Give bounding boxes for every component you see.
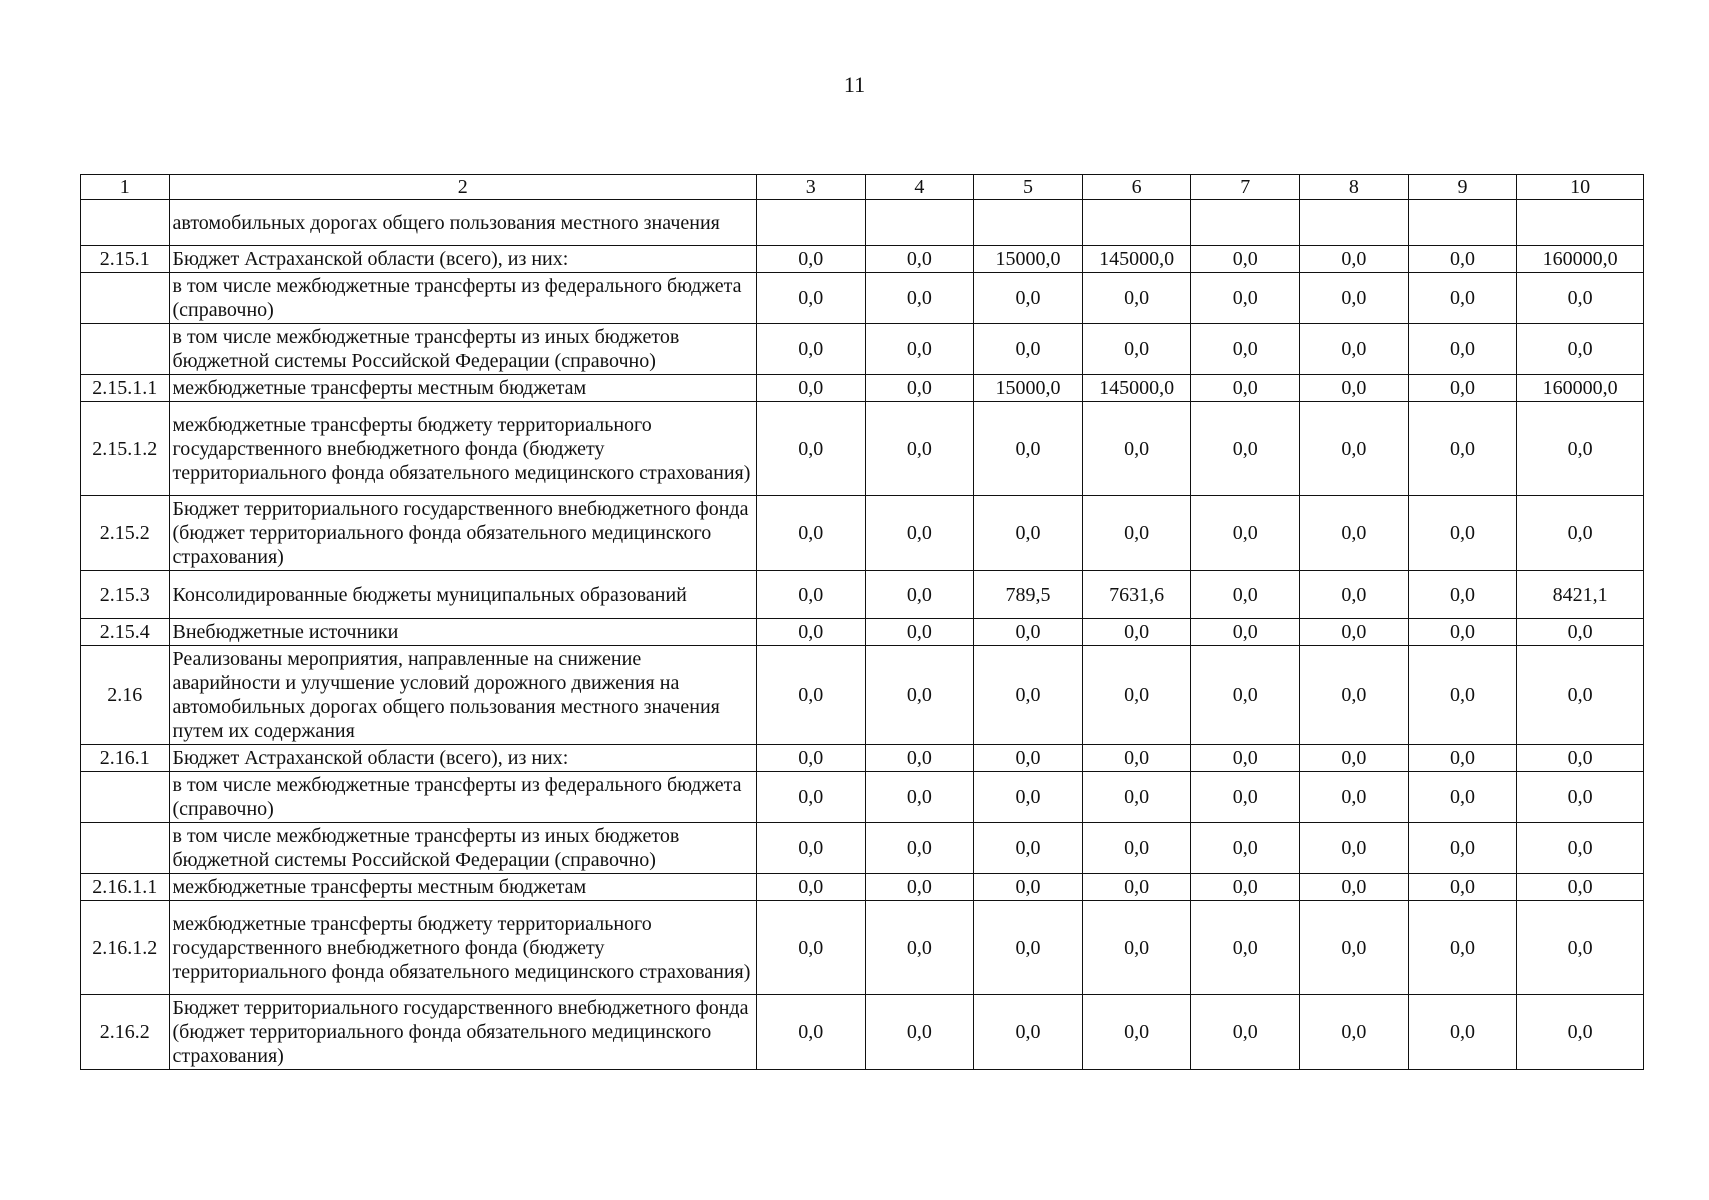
value-cell: 0,0 — [1408, 619, 1517, 646]
header-cell: 3 — [756, 175, 865, 200]
value-cell: 15000,0 — [974, 246, 1083, 273]
value-cell: 0,0 — [974, 995, 1083, 1070]
table-row — [81, 496, 1644, 571]
value-cell: 0,0 — [865, 402, 974, 496]
value-cell: 0,0 — [1300, 646, 1409, 745]
header-cell: 5 — [974, 175, 1083, 200]
row-number-cell: 2.15.4 — [81, 619, 170, 646]
value-cell: 0,0 — [1191, 646, 1300, 745]
row-description-cell: в том числе межбюджетные трансферты из иных бюджетов бюджетной системы Российской Федерации (справочно) — [169, 823, 756, 874]
value-cell: 0,0 — [756, 619, 865, 646]
value-cell: 0,0 — [1517, 324, 1644, 375]
value-cell: 15000,0 — [974, 375, 1083, 402]
value-cell: 0,0 — [1517, 273, 1644, 324]
row-number-cell — [81, 823, 170, 874]
value-cell: 0,0 — [1082, 619, 1191, 646]
value-cell: 0,0 — [1408, 571, 1517, 619]
value-cell: 160000,0 — [1517, 246, 1644, 273]
table-header-row — [81, 175, 1644, 200]
value-cell: 0,0 — [1191, 823, 1300, 874]
value-cell: 0,0 — [865, 745, 974, 772]
row-description-cell: Внебюджетные источники — [169, 619, 756, 646]
value-cell: 0,0 — [865, 772, 974, 823]
value-cell: 160000,0 — [1517, 375, 1644, 402]
header-cell: 9 — [1408, 175, 1517, 200]
value-cell: 0,0 — [1191, 619, 1300, 646]
value-cell: 0,0 — [1082, 874, 1191, 901]
value-cell: 0,0 — [974, 772, 1083, 823]
value-cell: 0,0 — [865, 619, 974, 646]
value-cell: 0,0 — [756, 901, 865, 995]
value-cell: 0,0 — [1408, 823, 1517, 874]
header-cell: 4 — [865, 175, 974, 200]
header-cell: 2 — [169, 175, 756, 200]
value-cell: 0,0 — [1300, 995, 1409, 1070]
value-cell: 0,0 — [1191, 324, 1300, 375]
value-cell: 0,0 — [1300, 745, 1409, 772]
table-row — [81, 246, 1644, 273]
row-description-cell: межбюджетные трансферты бюджету территориального государственного внебюджетного фонда (бюджету территориального фонда обязательного медицинского страхования) — [169, 901, 756, 995]
header-cell: 8 — [1300, 175, 1409, 200]
value-cell: 0,0 — [974, 745, 1083, 772]
table-row — [81, 646, 1644, 745]
table-row — [81, 995, 1644, 1070]
table-row — [81, 273, 1644, 324]
value-cell: 0,0 — [1300, 402, 1409, 496]
row-number-cell — [81, 200, 170, 246]
row-description-cell: в том числе межбюджетные трансферты из федерального бюджета (справочно) — [169, 273, 756, 324]
value-cell: 0,0 — [1082, 646, 1191, 745]
value-cell: 0,0 — [756, 402, 865, 496]
table-row — [81, 200, 1644, 246]
value-cell: 0,0 — [1517, 619, 1644, 646]
row-number-cell: 2.16.1.1 — [81, 874, 170, 901]
value-cell: 0,0 — [974, 646, 1083, 745]
value-cell: 0,0 — [865, 823, 974, 874]
value-cell: 0,0 — [1408, 375, 1517, 402]
value-cell: 0,0 — [1408, 246, 1517, 273]
row-description-cell: межбюджетные трансферты бюджету территориального государственного внебюджетного фонда (бюджету территориального фонда обязательного медицинского страхования) — [169, 402, 756, 496]
value-cell: 0,0 — [1191, 496, 1300, 571]
value-cell: 0,0 — [1300, 496, 1409, 571]
row-description-cell: Бюджет Астраханской области (всего), из них: — [169, 246, 756, 273]
value-cell: 0,0 — [974, 874, 1083, 901]
row-number-cell: 2.15.1.1 — [81, 375, 170, 402]
value-cell — [974, 200, 1083, 246]
value-cell — [1191, 200, 1300, 246]
value-cell: 0,0 — [1082, 402, 1191, 496]
table-row — [81, 324, 1644, 375]
value-cell: 8421,1 — [1517, 571, 1644, 619]
value-cell: 0,0 — [1300, 874, 1409, 901]
value-cell: 0,0 — [1191, 273, 1300, 324]
value-cell: 0,0 — [1191, 571, 1300, 619]
row-description-cell: в том числе межбюджетные трансферты из федерального бюджета (справочно) — [169, 772, 756, 823]
value-cell: 0,0 — [756, 874, 865, 901]
value-cell: 0,0 — [1191, 246, 1300, 273]
row-number-cell — [81, 273, 170, 324]
value-cell: 0,0 — [756, 375, 865, 402]
row-description-cell: Бюджет территориального государственного внебюджетного фонда (бюджет территориального фонда обязательного медицинского страхования) — [169, 496, 756, 571]
value-cell: 0,0 — [865, 571, 974, 619]
row-number-cell: 2.16.1.2 — [81, 901, 170, 995]
value-cell: 0,0 — [1517, 496, 1644, 571]
value-cell — [1408, 200, 1517, 246]
value-cell: 0,0 — [1517, 874, 1644, 901]
value-cell: 0,0 — [1408, 402, 1517, 496]
value-cell: 0,0 — [1191, 772, 1300, 823]
value-cell: 0,0 — [974, 823, 1083, 874]
table-row — [81, 571, 1644, 619]
table-row — [81, 823, 1644, 874]
value-cell: 0,0 — [1082, 273, 1191, 324]
row-description-cell: Бюджет территориального государственного внебюджетного фонда (бюджет территориального фонда обязательного медицинского страхования) — [169, 995, 756, 1070]
value-cell: 0,0 — [1517, 772, 1644, 823]
value-cell: 145000,0 — [1082, 375, 1191, 402]
row-number-cell: 2.16.1 — [81, 745, 170, 772]
value-cell: 0,0 — [756, 246, 865, 273]
value-cell: 0,0 — [865, 874, 974, 901]
value-cell: 0,0 — [1300, 375, 1409, 402]
value-cell: 0,0 — [974, 402, 1083, 496]
value-cell: 0,0 — [756, 571, 865, 619]
value-cell: 0,0 — [1300, 823, 1409, 874]
value-cell: 0,0 — [1408, 646, 1517, 745]
header-cell: 6 — [1082, 175, 1191, 200]
header-cell: 7 — [1191, 175, 1300, 200]
value-cell: 0,0 — [1082, 496, 1191, 571]
value-cell: 0,0 — [756, 772, 865, 823]
table-row — [81, 619, 1644, 646]
value-cell: 0,0 — [865, 246, 974, 273]
value-cell: 0,0 — [1082, 823, 1191, 874]
value-cell — [1300, 200, 1409, 246]
table-row — [81, 874, 1644, 901]
value-cell: 0,0 — [974, 496, 1083, 571]
value-cell: 0,0 — [865, 901, 974, 995]
value-cell: 0,0 — [1082, 772, 1191, 823]
value-cell: 0,0 — [1408, 745, 1517, 772]
value-cell: 0,0 — [1191, 375, 1300, 402]
row-number-cell: 2.16 — [81, 646, 170, 745]
header-cell: 10 — [1517, 175, 1644, 200]
table-row — [81, 772, 1644, 823]
value-cell: 0,0 — [865, 496, 974, 571]
row-description-cell: Консолидированные бюджеты муниципальных образований — [169, 571, 756, 619]
row-number-cell: 2.15.1.2 — [81, 402, 170, 496]
value-cell: 0,0 — [1082, 901, 1191, 995]
row-description-cell: межбюджетные трансферты местным бюджетам — [169, 874, 756, 901]
value-cell: 145000,0 — [1082, 246, 1191, 273]
value-cell: 0,0 — [1300, 273, 1409, 324]
value-cell: 0,0 — [1082, 324, 1191, 375]
value-cell: 0,0 — [865, 324, 974, 375]
value-cell: 0,0 — [1082, 745, 1191, 772]
table-row — [81, 375, 1644, 402]
value-cell — [865, 200, 974, 246]
row-description-cell: Бюджет Астраханской области (всего), из них: — [169, 745, 756, 772]
row-number-cell: 2.16.2 — [81, 995, 170, 1070]
value-cell — [756, 200, 865, 246]
value-cell: 0,0 — [1408, 772, 1517, 823]
value-cell: 0,0 — [1517, 995, 1644, 1070]
value-cell: 0,0 — [1191, 402, 1300, 496]
value-cell: 0,0 — [974, 619, 1083, 646]
value-cell: 0,0 — [756, 745, 865, 772]
row-description-cell: автомобильных дорогах общего пользования местного значения — [169, 200, 756, 246]
value-cell: 0,0 — [1517, 901, 1644, 995]
value-cell: 0,0 — [1300, 571, 1409, 619]
value-cell: 0,0 — [1408, 496, 1517, 571]
value-cell: 0,0 — [1300, 619, 1409, 646]
value-cell: 0,0 — [865, 375, 974, 402]
value-cell: 0,0 — [756, 324, 865, 375]
value-cell: 0,0 — [1408, 324, 1517, 375]
value-cell: 0,0 — [1300, 772, 1409, 823]
value-cell: 0,0 — [1408, 995, 1517, 1070]
table-body — [81, 175, 1644, 1070]
value-cell: 0,0 — [1082, 995, 1191, 1070]
table-row — [81, 745, 1644, 772]
value-cell: 0,0 — [1191, 745, 1300, 772]
header-cell: 1 — [81, 175, 170, 200]
value-cell: 0,0 — [756, 496, 865, 571]
value-cell: 0,0 — [1408, 874, 1517, 901]
value-cell: 789,5 — [974, 571, 1083, 619]
table-row — [81, 402, 1644, 496]
value-cell: 0,0 — [1517, 745, 1644, 772]
row-number-cell: 2.15.3 — [81, 571, 170, 619]
value-cell — [1082, 200, 1191, 246]
value-cell: 0,0 — [1408, 901, 1517, 995]
value-cell: 0,0 — [865, 273, 974, 324]
value-cell: 0,0 — [1517, 402, 1644, 496]
value-cell: 0,0 — [1300, 324, 1409, 375]
value-cell: 0,0 — [1408, 273, 1517, 324]
value-cell: 0,0 — [974, 324, 1083, 375]
row-number-cell — [81, 324, 170, 375]
row-description-cell: Реализованы мероприятия, направленные на снижение аварийности и улучшение условий дорожного движения на автомобильных дорогах общего пользования местного значения путем их содержания — [169, 646, 756, 745]
row-description-cell: межбюджетные трансферты местным бюджетам — [169, 375, 756, 402]
value-cell: 0,0 — [756, 995, 865, 1070]
value-cell: 0,0 — [974, 273, 1083, 324]
value-cell: 0,0 — [1300, 901, 1409, 995]
value-cell: 0,0 — [1517, 823, 1644, 874]
row-number-cell: 2.15.1 — [81, 246, 170, 273]
value-cell: 0,0 — [1517, 646, 1644, 745]
row-description-cell: в том числе межбюджетные трансферты из иных бюджетов бюджетной системы Российской Федерации (справочно) — [169, 324, 756, 375]
page-number: 11 — [843, 72, 866, 97]
value-cell: 0,0 — [1191, 995, 1300, 1070]
value-cell: 0,0 — [1191, 901, 1300, 995]
value-cell: 0,0 — [865, 995, 974, 1070]
value-cell: 0,0 — [756, 273, 865, 324]
table-row — [81, 901, 1644, 995]
value-cell: 0,0 — [1191, 874, 1300, 901]
row-number-cell — [81, 772, 170, 823]
value-cell: 0,0 — [756, 646, 865, 745]
value-cell: 0,0 — [865, 646, 974, 745]
budget-table — [80, 174, 1644, 1070]
value-cell: 0,0 — [756, 823, 865, 874]
value-cell: 0,0 — [1300, 246, 1409, 273]
row-number-cell: 2.15.2 — [81, 496, 170, 571]
value-cell — [1517, 200, 1644, 246]
value-cell: 7631,6 — [1082, 571, 1191, 619]
value-cell: 0,0 — [974, 901, 1083, 995]
